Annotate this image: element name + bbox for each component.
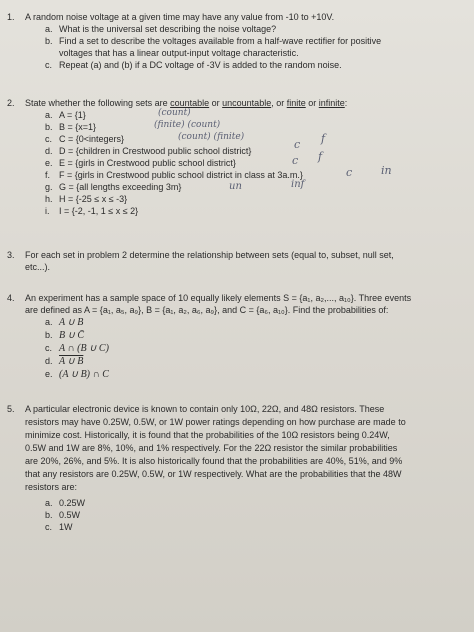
sub-item: voltages that has a linear output-input voltage characteristic.	[59, 48, 299, 58]
sub-item: b. B = {x=1}	[45, 122, 97, 132]
sub-item: c. Repeat (a) and (b) if a DC voltage of -3V is added to the random noise.	[45, 60, 342, 70]
underlined-word: finite	[286, 98, 306, 108]
question-stem: A random noise voltage at a given time may have any value from -10 to +10V.	[25, 12, 335, 22]
sub-item: i. I = {-2, -1, 1 ≤ x ≤ 2}	[45, 206, 139, 216]
sub-item: e. E = {girls in Crestwood public school district}	[45, 158, 236, 168]
handwritten-note: un	[229, 181, 242, 192]
sub-item: c. A ∩ (B ∪ C)	[45, 343, 109, 354]
sub-item: d. D = {children in Crestwood public school district}	[45, 146, 252, 156]
question-body: A particular electronic device is known to contain only 10Ω, 22Ω, and 48Ω resistors. These resistors may have 0.25W, 0.5W, or 1W power ratings depending on how purchase are made to minimize cost. Historically, it is found that the probabilities of the 10Ω resistors being 0.24W, 0.5W and 1W are 8%, 10%, and 1% respectively. For the 22Ω resistor the similar probabilities are 20%, 26%, and 5%. It is also historically found that the probabilities are 40%, 51%, and 9% that any resistors are 0.25W, 0.5W, or 1W respectively. What are the probabilities that the 48W resistors are: a. 0.25W b. 0.5W c. 1W	[25, 403, 444, 533]
sub-item: a. 0.25W	[45, 498, 86, 508]
handwritten-note: c	[346, 166, 353, 179]
question-number: 5.	[7, 404, 15, 414]
handwritten-note: c	[292, 154, 299, 167]
sub-item: f. F = {girls in Crestwood public school district in class at 3a.m.}	[45, 170, 303, 180]
underlined-word: infinite	[318, 98, 345, 108]
handwritten-note: c	[294, 138, 301, 151]
sub-item: a. A ∪ B	[45, 317, 84, 328]
question-body	[25, 11, 444, 71]
question-number: 3.	[7, 250, 15, 260]
sub-item: b. Find a set to describe the voltages available from a half-wave rectifier for positive	[45, 36, 382, 46]
underlined-word: countable	[170, 98, 210, 108]
question-body	[25, 97, 444, 217]
handwritten-note: (finite) (count)	[154, 120, 221, 130]
handwritten-note: (count) (finite)	[178, 132, 245, 142]
handwritten-note: in	[381, 164, 392, 177]
sub-item: a. A = {1}	[45, 110, 86, 120]
question-number: 2.	[7, 98, 15, 108]
question-stem: State whether the following sets are countable or uncountable, or finite or infinite:	[25, 98, 348, 108]
underlined-word: uncountable	[222, 98, 272, 108]
question-number: 1.	[7, 12, 15, 22]
sub-item: c. C = {0<integers}	[45, 134, 125, 144]
sub-item: b. B ∪ C̄	[45, 330, 85, 341]
sub-item: g. G = {all lengths exceeding 3m}	[45, 182, 182, 192]
question-number: 4.	[7, 293, 15, 303]
handwritten-note: f	[318, 150, 323, 163]
question-body: An experiment has a sample space of 10 equally likely elements S = {a₁, a₂,..., a₁₀}. Three events are defined as A = {a₁, a₅, a₉}, B = {a₁, a₂, a₆, a₉}, and C = {a₆, a₁₀}. Find the probabilities of: a. A ∪ B b. B ∪ C̄ c. A ∩ (B ∪ C) d. A ∪ B e. (A ∪ B) ∩ C	[25, 292, 444, 381]
sub-item: a. What is the universal set describing the noise voltage?	[45, 24, 277, 34]
question-body: For each set in problem 2 determine the relationship between sets (equal to, subset, null set, etc...).	[25, 250, 394, 272]
handwritten-note: (count)	[158, 108, 191, 118]
handwritten-note: f	[321, 132, 326, 145]
sub-item: h. H = {-25 ≤ x ≤ -3}	[45, 194, 128, 204]
sub-item: c. 1W	[45, 522, 73, 532]
sub-item: b. 0.5W	[45, 510, 81, 520]
sub-item: d. A ∪ B	[45, 356, 84, 367]
sub-item: e. (A ∪ B) ∩ C	[45, 369, 109, 380]
handwritten-note: inf	[291, 179, 305, 190]
